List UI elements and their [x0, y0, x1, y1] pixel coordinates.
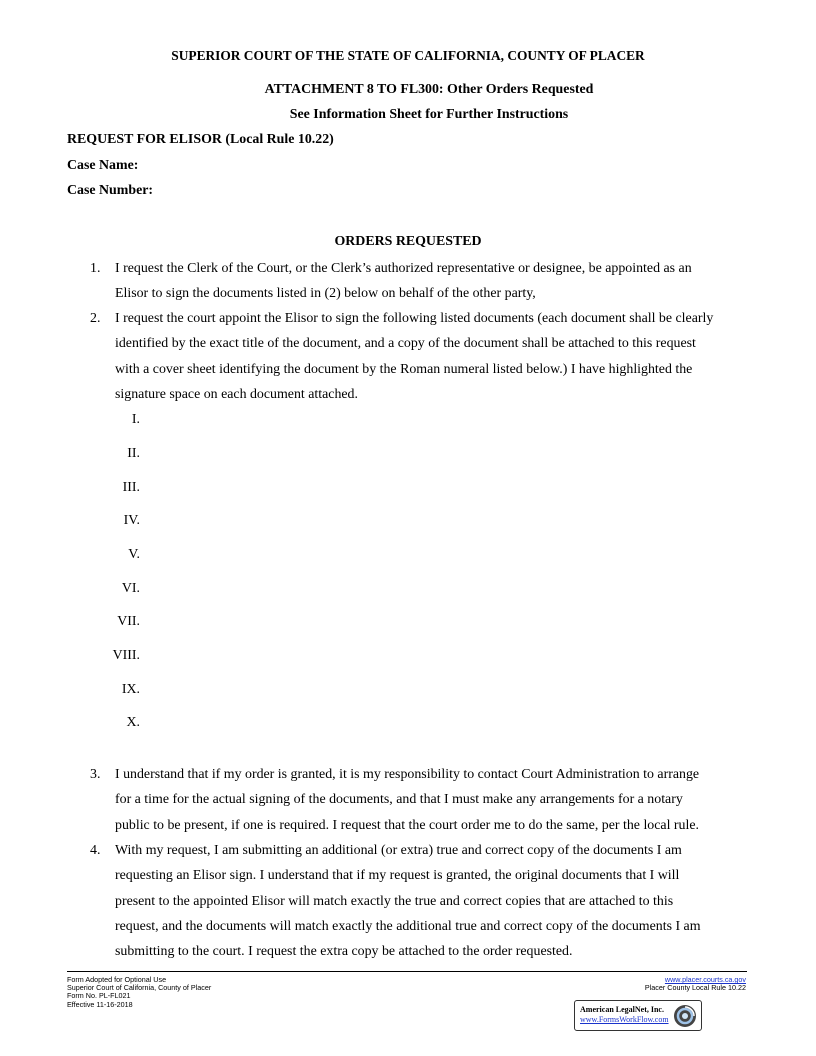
- item-line: signature space on each document attached.: [115, 386, 358, 402]
- footer-effective-date: Effective 11-16-2018: [67, 999, 133, 1009]
- item-number: 3.: [90, 767, 101, 782]
- court-website-link[interactable]: www.placer.courts.ca.gov: [664, 975, 746, 984]
- publisher-url[interactable]: www.FormsWorkFlow.com: [580, 1015, 669, 1024]
- request-title: REQUEST FOR ELISOR (Local Rule 10.22): [67, 132, 334, 147]
- item-line: with a cover sheet identifying the document by the Roman numeral listed below.) I have highlighted the: [115, 361, 693, 377]
- roman-numeral-9: IX.: [121, 682, 140, 697]
- item-line: I request the Clerk of the Court, or the Clerk’s authorized representative or designee, be appointed as an: [115, 261, 692, 276]
- item-line: Elisor to sign the documents listed in (2) below on behalf of the other party,: [115, 286, 536, 302]
- footer-divider: [67, 971, 747, 972]
- roman-numeral-6: VI.: [121, 581, 140, 596]
- item-line: present to the appointed Elisor will match exactly the true and correct copies that are attached to this: [115, 893, 674, 909]
- item-line: requesting an Elisor sign. I understand that if my request is granted, the original documents that I will: [115, 868, 680, 884]
- roman-numeral-8: VIII.: [112, 648, 140, 663]
- footer-local-rule: Placer County Local Rule 10.22: [644, 983, 746, 993]
- footer-court-info: [645, 976, 746, 992]
- case-name-label: Case Name:: [67, 158, 139, 173]
- attachment-title: ATTACHMENT 8 TO FL300: Other Orders Requested: [264, 82, 594, 97]
- item-line: With my request, I am submitting an additional (or extra) true and correct copy of the documents I am: [115, 843, 682, 858]
- footer-form-number: Form No. PL-FL021: [67, 991, 131, 1001]
- globe-logo-icon: [673, 1004, 697, 1028]
- roman-numeral-7: VII.: [117, 614, 140, 629]
- item-number: 4.: [90, 843, 101, 858]
- footer-form-info: [67, 976, 211, 1009]
- roman-numeral-5: V.: [128, 547, 140, 562]
- item-number: 2.: [90, 311, 101, 326]
- item-line: request, and the documents will match exactly the additional true and correct copy of the documents I am: [115, 918, 701, 934]
- item-line: I request the court appoint the Elisor to sign the following listed documents (each document shall be clearly: [115, 311, 714, 326]
- publisher-badge[interactable]: [574, 1000, 702, 1031]
- item-number: 1.: [90, 261, 101, 276]
- roman-numeral-2: II.: [127, 446, 140, 461]
- roman-numeral-3: III.: [122, 480, 140, 495]
- footer-court: Superior Court of California, County of Placer: [67, 983, 212, 993]
- roman-numeral-1: I.: [131, 412, 140, 427]
- item-line: for a time for the actual signing of the documents, and that I must make any arrangements for a notary: [115, 792, 683, 808]
- footer-adopted: Form Adopted for Optional Use: [67, 975, 167, 984]
- case-number-label: Case Number:: [67, 183, 154, 198]
- item-line: identified by the exact title of the document, and a copy of the document shall be attached to this request: [115, 336, 696, 352]
- publisher-name: American LegalNet, Inc.: [580, 1005, 664, 1014]
- court-title: SUPERIOR COURT OF THE STATE OF CALIFORNIA, COUNTY OF PLACER: [171, 48, 645, 63]
- item-line: public to be present, if one is required. I request that the court order me to do the same, per the local rule.: [115, 817, 699, 833]
- roman-numeral-10: X.: [126, 715, 140, 730]
- instructions-note: See Information Sheet for Further Instructions: [289, 107, 569, 122]
- orders-heading: ORDERS REQUESTED: [334, 234, 482, 249]
- item-line: I understand that if my order is granted, it is my responsibility to contact Court Administration to arrange: [115, 767, 700, 782]
- item-line: submitting to the court. I request the extra copy be attached to the order requested.: [115, 944, 573, 960]
- roman-numeral-4: IV.: [123, 513, 140, 528]
